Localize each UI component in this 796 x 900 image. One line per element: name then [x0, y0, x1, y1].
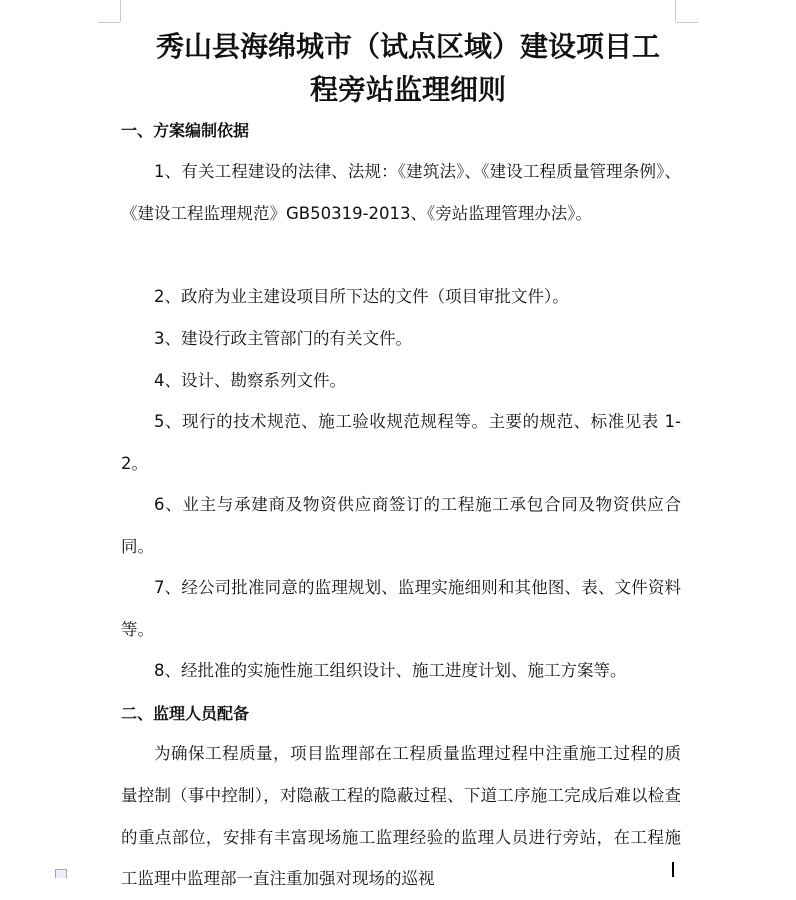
crop-mark-right-vertical	[675, 0, 676, 22]
paragraph[interactable]: 4、设计、勘察系列文件。	[154, 371, 346, 390]
paragraph[interactable]: 3、建设行政主管部门的有关文件。	[154, 329, 412, 348]
document-title-line-1: 秀山县海绵城市（试点区域）建设项目工	[155, 30, 660, 63]
paragraph[interactable]: 8、经批准的实施性施工组织设计、施工进度计划、施工方案等。	[154, 661, 627, 680]
crop-mark-left-vertical	[120, 0, 121, 22]
text-cursor	[672, 862, 674, 877]
paragraph[interactable]: 为确保工程质量，项目监理部在工程质量监理过程中注重施工过程的质量控制（事中控制），对隐蔽工程的隐蔽过程、下道工序施工完成后难以检查的重点部位，安排有丰富现场施工监理经验的监理人员进行旁站，在工程施工监理中监理部一直注重加强对现场的巡视	[121, 744, 681, 889]
section-heading: 二、监理人员配备	[121, 704, 250, 723]
paragraph[interactable]: 1、有关工程建设的法律、法规：《建筑法》、《建设工程质量管理条例》、《建设工程监理规范》GB50319-2013、《旁站监理管理办法》。	[121, 162, 681, 223]
paragraph[interactable]: 5、现行的技术规范、施工验收规范规程等。主要的规范、标准见表 1-2。	[121, 412, 681, 473]
crop-mark-left-horizontal	[98, 22, 120, 23]
paragraph[interactable]: 7、经公司批准同意的监理规划、监理实施细则和其他图、表、文件资料等。	[121, 578, 681, 639]
section-heading: 一、方案编制依据	[121, 121, 250, 140]
document-title-line-2: 程旁站监理细则	[309, 73, 506, 106]
paragraph[interactable]: 6、业主与承建商及物资供应商签订的工程施工承包合同及物资供应合同。	[121, 495, 681, 556]
paragraph[interactable]: 2、政府为业主建设项目所下达的文件（项目审批文件）。	[154, 287, 569, 306]
crop-mark-right-horizontal	[676, 22, 698, 23]
